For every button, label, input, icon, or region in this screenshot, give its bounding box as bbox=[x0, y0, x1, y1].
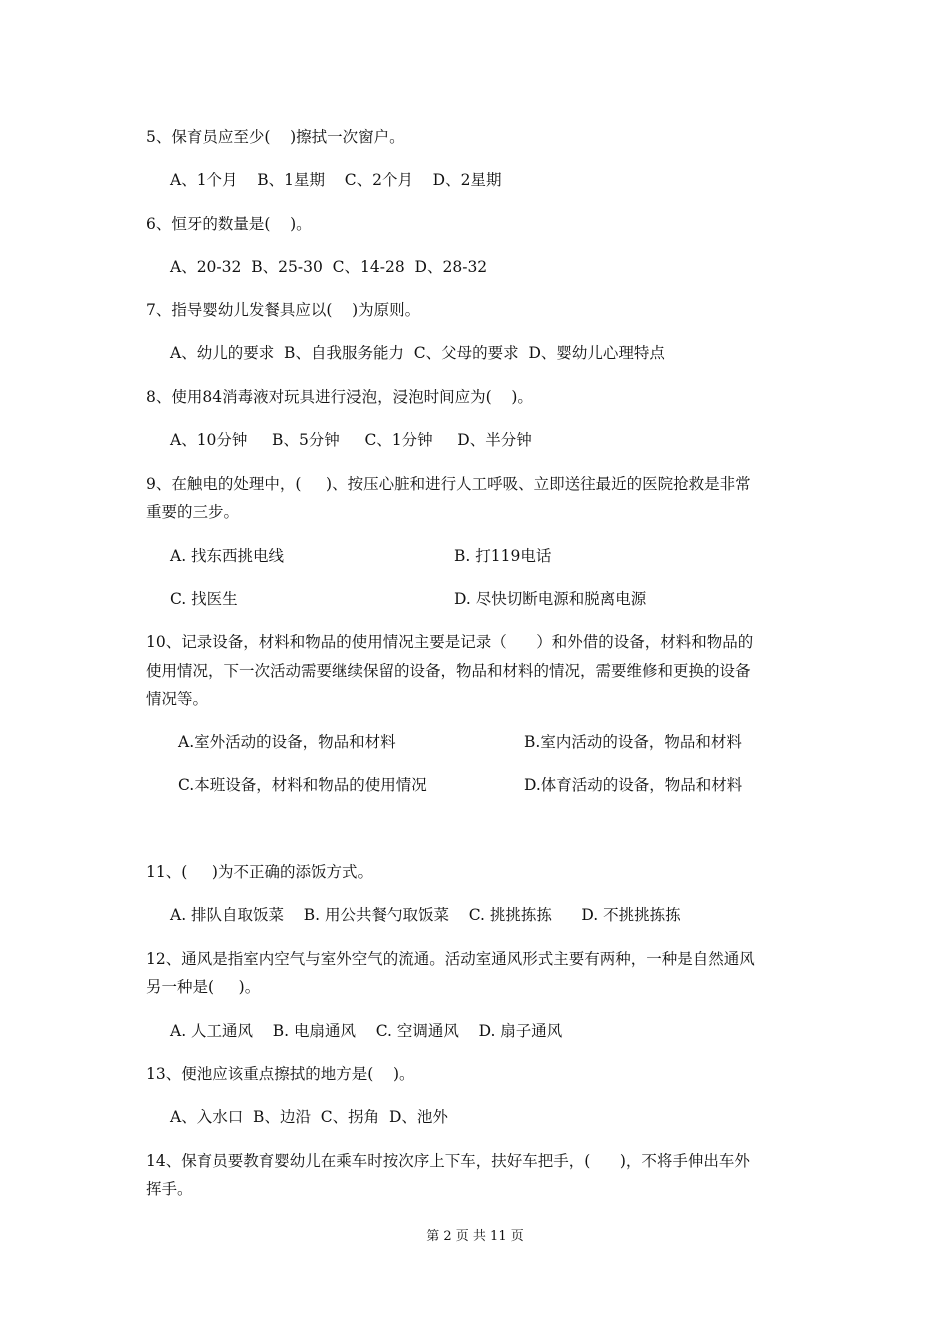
question-stem: 13、便池应该重点擦拭的地方是( )。 bbox=[146, 1065, 415, 1083]
option-d: D.体育活动的设备，物品和材料 bbox=[524, 776, 743, 794]
question-stem-continued: 重要的三步。 bbox=[146, 503, 240, 521]
question-stem: 14、保育员要教育婴幼儿在乘车时按次序上下车，扶好车把手，( )，不将手伸出车外 bbox=[146, 1152, 750, 1170]
answer-options: A. 排队自取饭菜 B. 用公共餐勺取饭菜 C. 挑挑拣拣 D. 不挑挑拣拣 bbox=[170, 906, 681, 924]
question-stem-continued: 挥手。 bbox=[146, 1180, 193, 1198]
question-stem: 10、记录设备，材料和物品的使用情况主要是记录（ ）和外借的设备，材料和物品的 bbox=[146, 633, 754, 651]
question-stem: 8、使用84消毒液对玩具进行浸泡，浸泡时间应为( )。 bbox=[146, 388, 533, 406]
answer-options: A、20-32 B、25-30 C、14-28 D、28-32 bbox=[170, 258, 488, 276]
answer-options: A、1个月 B、1星期 C、2个月 D、2星期 bbox=[170, 171, 502, 189]
answer-options: A. 人工通风 B. 电扇通风 C. 空调通风 D. 扇子通风 bbox=[170, 1022, 563, 1040]
question-stem: 6、恒牙的数量是( )。 bbox=[146, 215, 312, 233]
option-a: A. 找东西挑电线 bbox=[170, 547, 285, 565]
option-d: D. 尽快切断电源和脱离电源 bbox=[454, 590, 647, 608]
option-b: B.室内活动的设备，物品和材料 bbox=[524, 733, 742, 751]
page-number-footer: 第 2 页 共 11 页 bbox=[426, 1229, 524, 1244]
question-stem: 11、( )为不正确的添饭方式。 bbox=[146, 863, 373, 881]
question-stem: 9、在触电的处理中，( )、按压心脏和进行人工呼吸、立即送往最近的医院抢救是非常 bbox=[146, 475, 751, 493]
option-a: A.室外活动的设备，物品和材料 bbox=[178, 733, 396, 751]
question-stem-continued: 另一种是( )。 bbox=[146, 978, 261, 996]
question-stem: 7、指导婴幼儿发餐具应以( )为原则。 bbox=[146, 301, 421, 319]
option-c: C.本班设备，材料和物品的使用情况 bbox=[178, 776, 427, 794]
question-stem-continued: 情况等。 bbox=[146, 690, 209, 708]
question-stem: 12、通风是指室内空气与室外空气的流通。活动室通风形式主要有两种，一种是自然通风 bbox=[146, 950, 755, 968]
option-b: B. 打119电话 bbox=[454, 547, 552, 565]
answer-options: A、10分钟 B、5分钟 C、1分钟 D、半分钟 bbox=[170, 431, 532, 449]
question-stem-continued: 使用情况，下一次活动需要继续保留的设备，物品和材料的情况，需要维修和更换的设备 bbox=[146, 662, 751, 680]
answer-options: A、入水口 B、边沿 C、拐角 D、池外 bbox=[170, 1108, 448, 1126]
answer-options: A、幼儿的要求 B、自我服务能力 C、父母的要求 D、婴幼儿心理特点 bbox=[170, 344, 665, 362]
option-c: C. 找医生 bbox=[170, 590, 238, 608]
question-stem: 5、保育员应至少( )擦拭一次窗户。 bbox=[146, 128, 405, 146]
